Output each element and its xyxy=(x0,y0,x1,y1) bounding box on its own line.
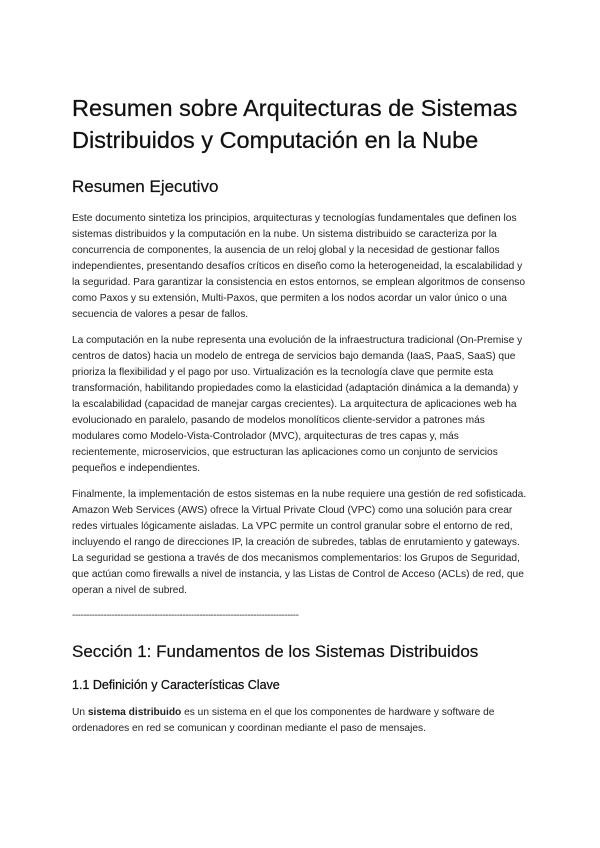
document-title: Resumen sobre Arquitecturas de Sistemas Distribuidos y Computación en la Nube xyxy=(72,95,518,153)
section-1-heading: Sección 1: Fundamentos de los Sistemas Distribuidos xyxy=(72,642,479,661)
term-sistema-distribuido: sistema distribuido xyxy=(87,707,182,718)
section-1-1-paragraph xyxy=(72,705,528,737)
paragraph-prefix: Un xyxy=(72,707,88,718)
executive-summary-paragraph-1: Este documento sintetiza los principios, arquitecturas y tecnologías fundamentales que definen los sistemas distribuidos y la computación en la nube. Un sistema distribuido se caracteriza por la concurrencia de componentes, la ausencia de un reloj global y la necesidad de gestionar fallos independientes, presentando desafíos críticos en diseño como la heterogeneidad, la escalabilidad y la seguridad. Para garantizar la consistencia en estos entornos, se emplean algoritmos de consenso como Paxos y su extensión, Multi-Paxos, que permiten a los nodos acordar un valor único o una secuencia de valores a pesar de fallos. xyxy=(72,213,526,320)
executive-summary-paragraph-3: Finalmente, la implementación de estos sistemas en la nube requiere una gestión de red sofisticada. Amazon Web Services (AWS) ofrece la Virtual Private Cloud (VPC) como una solución para crear redes virtuales lógicamente aisladas. La VPC permite un control granular sobre el entorno de red, incluyendo el rango de direcciones IP, la creación de subredes, tablas de enrutamiento y gateways. La seguridad se gestiona a través de dos mecanismos complementarios: los Grupos de Seguridad, que actúan como firewalls a nivel de instancia, y las Listas de Control de Acceso (ACLs) de red, que operan a nivel de subred. xyxy=(72,489,527,596)
paragraph-rest: es un sistema en el que los componentes de hardware y software de ordenadores en red se comunican y coordinan mediante el paso de mensajes. xyxy=(72,707,495,734)
executive-summary-heading: Resumen Ejecutivo xyxy=(72,177,219,196)
section-separator: -------------------------------------------------------------------------------- xyxy=(72,610,299,621)
executive-summary-paragraph-2: La computación en la nube representa una evolución de la infraestructura tradicional (On-Premise y centros de datos) hacia un modelo de entrega de servicios bajo demanda (IaaS, PaaS, SaaS) que prioriza la flexibilidad y el pago por uso. Virtualización es la tecnología clave que permite esta transformación, habilitando propiedades como la elasticidad (adaptación dinámica a la demanda) y la escalabilidad (capacidad de manejar cargas crecientes). La arquitectura de aplicaciones web ha evolucionado en paralelo, pasando de modelos monolíticos cliente-servidor a patrones más modulares como Modelo-Vista-Controlador (MVC), arquitecturas de tres capas y, más recientemente, microservicios, que estructuran las aplicaciones como un conjunto de servicios pequeños e independientes. xyxy=(72,335,523,474)
section-1-1-heading: 1.1 Definición y Características Clave xyxy=(72,678,280,692)
